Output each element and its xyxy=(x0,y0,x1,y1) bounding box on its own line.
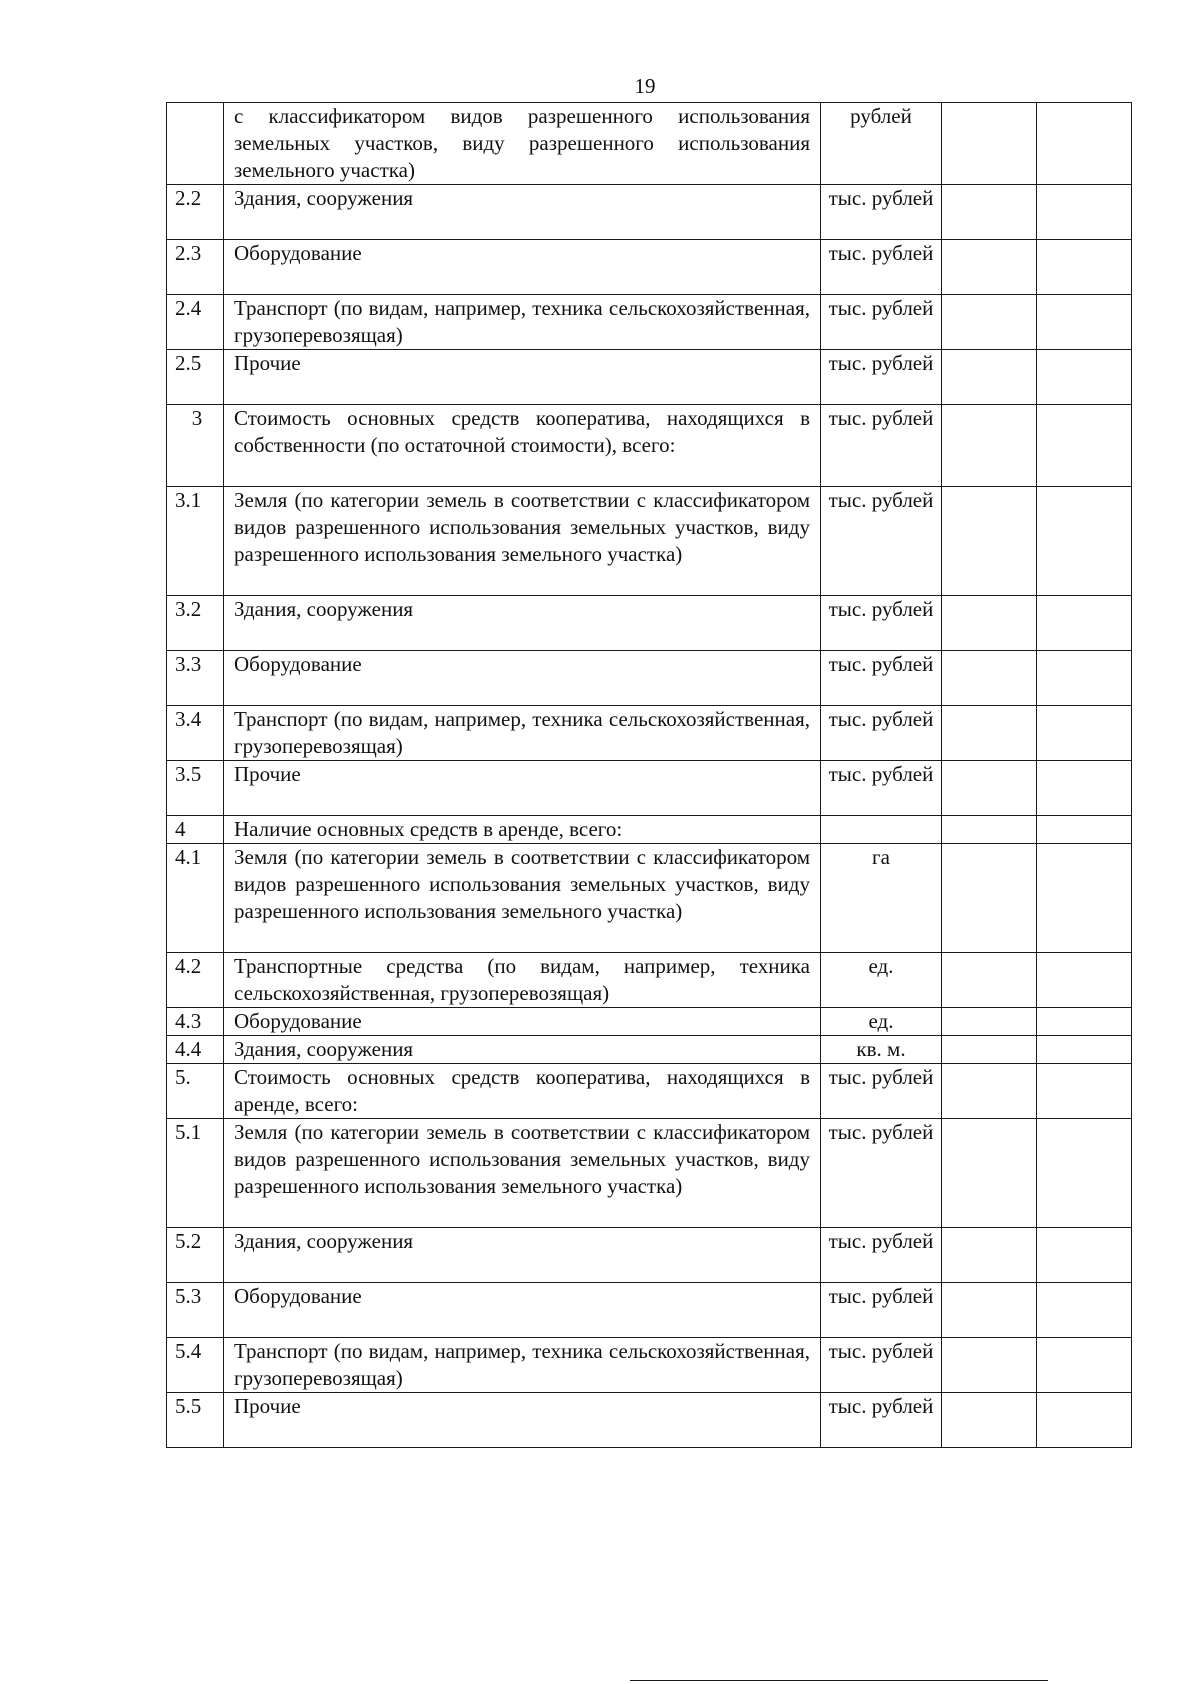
value-cell xyxy=(942,1008,1037,1036)
table-row xyxy=(167,1119,1132,1228)
value-cell xyxy=(1037,1393,1132,1448)
row-number-cell: 4.4 xyxy=(167,1036,224,1064)
table-row xyxy=(167,1228,1132,1283)
value-cell xyxy=(1037,487,1132,596)
indicator-name-cell: Транспортные средства (по видам, например, техника сельскохозяйственная, грузоперевозящая) xyxy=(224,953,821,1008)
value-cell xyxy=(1037,1338,1132,1393)
unit-cell xyxy=(821,816,942,844)
table-row xyxy=(167,295,1132,350)
table-row xyxy=(167,816,1132,844)
unit-cell: тыс. рублей xyxy=(821,350,942,405)
table-row xyxy=(167,761,1132,816)
indicator-name-cell: Стоимость основных средств кооператива, находящихся в собственности (по остаточной стоимости), всего: xyxy=(224,405,821,487)
value-cell xyxy=(1037,295,1132,350)
row-number-cell: 3.5 xyxy=(167,761,224,816)
unit-cell: тыс. рублей xyxy=(821,651,942,706)
indicator-name-cell: Наличие основных средств в аренде, всего: xyxy=(224,816,821,844)
row-number-cell: 2.2 xyxy=(167,185,224,240)
indicator-name-cell: Оборудование xyxy=(224,1283,821,1338)
unit-cell: га xyxy=(821,844,942,953)
value-cell xyxy=(942,651,1037,706)
value-cell xyxy=(942,1119,1037,1228)
table-row xyxy=(167,953,1132,1008)
unit-cell: тыс. рублей xyxy=(821,240,942,295)
row-number-cell: 3 xyxy=(167,405,224,487)
indicator-name-cell: Здания, сооружения xyxy=(224,185,821,240)
value-cell xyxy=(942,1338,1037,1393)
unit-cell: тыс. рублей xyxy=(821,185,942,240)
page-number: 19 xyxy=(634,74,656,98)
unit-cell: тыс. рублей xyxy=(821,405,942,487)
value-cell xyxy=(942,1228,1037,1283)
indicator-name-cell: Здания, сооружения xyxy=(224,1036,821,1064)
unit-cell: кв. м. xyxy=(821,1036,942,1064)
unit-cell: тыс. рублей xyxy=(821,1228,942,1283)
value-cell xyxy=(942,350,1037,405)
table-row xyxy=(167,405,1132,487)
value-cell xyxy=(1037,240,1132,295)
value-cell xyxy=(1037,1064,1132,1119)
value-cell xyxy=(1037,1228,1132,1283)
table-row xyxy=(167,1283,1132,1338)
unit-cell: ед. xyxy=(821,953,942,1008)
value-cell xyxy=(942,596,1037,651)
row-number-cell: 5.5 xyxy=(167,1393,224,1448)
value-cell xyxy=(1037,405,1132,487)
table-row xyxy=(167,185,1132,240)
value-cell xyxy=(1037,1008,1132,1036)
value-cell xyxy=(942,405,1037,487)
row-number-cell: 4.2 xyxy=(167,953,224,1008)
value-cell xyxy=(1037,651,1132,706)
table-body xyxy=(167,103,1132,1448)
row-number-cell: 5.4 xyxy=(167,1338,224,1393)
unit-cell: ед. xyxy=(821,1008,942,1036)
row-number-cell: 4.3 xyxy=(167,1008,224,1036)
table-row xyxy=(167,651,1132,706)
value-cell xyxy=(942,706,1037,761)
value-cell xyxy=(942,953,1037,1008)
row-number-cell: 5.1 xyxy=(167,1119,224,1228)
indicator-name-cell: Прочие xyxy=(224,761,821,816)
value-cell xyxy=(942,240,1037,295)
indicator-name-cell: Стоимость основных средств кооператива, находящихся в аренде, всего: xyxy=(224,1064,821,1119)
value-cell xyxy=(1037,706,1132,761)
unit-cell: тыс. рублей xyxy=(821,1338,942,1393)
row-number-cell: 2.5 xyxy=(167,350,224,405)
row-number-cell: 4 xyxy=(167,816,224,844)
table-row xyxy=(167,1338,1132,1393)
indicator-name-cell: Земля (по категории земель в соответствии с классификатором видов разрешенного использования земельных участков, виду разрешенного использования земельного участка) xyxy=(224,487,821,596)
value-cell xyxy=(1037,816,1132,844)
table-row xyxy=(167,844,1132,953)
value-cell xyxy=(942,1393,1037,1448)
value-cell xyxy=(1037,1119,1132,1228)
value-cell xyxy=(942,844,1037,953)
indicator-name-cell: Транспорт (по видам, например, техника сельскохозяйственная, грузоперевозящая) xyxy=(224,295,821,350)
value-cell xyxy=(1037,1283,1132,1338)
unit-cell: тыс. рублей xyxy=(821,1064,942,1119)
row-number-cell: 3.1 xyxy=(167,487,224,596)
row-number-cell: 2.4 xyxy=(167,295,224,350)
indicator-name-cell: Прочие xyxy=(224,1393,821,1448)
table-row xyxy=(167,350,1132,405)
unit-cell: тыс. рублей xyxy=(821,1283,942,1338)
table-row xyxy=(167,487,1132,596)
value-cell xyxy=(942,487,1037,596)
table-row xyxy=(167,103,1132,185)
row-number-cell: 5. xyxy=(167,1064,224,1119)
unit-cell: тыс. рублей xyxy=(821,487,942,596)
indicator-name-cell: Оборудование xyxy=(224,651,821,706)
table-row xyxy=(167,596,1132,651)
unit-cell: тыс. рублей xyxy=(821,1393,942,1448)
table-row xyxy=(167,1036,1132,1064)
value-cell xyxy=(942,816,1037,844)
unit-cell: тыс. рублей xyxy=(821,295,942,350)
indicator-name-cell: с классификатором видов разрешенного использования земельных участков, виду разрешенного использования земельного участка) xyxy=(224,103,821,185)
value-cell xyxy=(942,295,1037,350)
row-number-cell: 3.3 xyxy=(167,651,224,706)
indicator-name-cell: Земля (по категории земель в соответствии с классификатором видов разрешенного использования земельных участков, виду разрешенного использования земельного участка) xyxy=(224,1119,821,1228)
value-cell xyxy=(1037,1036,1132,1064)
value-cell xyxy=(1037,844,1132,953)
table-row xyxy=(167,1064,1132,1119)
value-cell xyxy=(942,761,1037,816)
row-number-cell: 2.3 xyxy=(167,240,224,295)
indicator-name-cell: Прочие xyxy=(224,350,821,405)
unit-cell: тыс. рублей xyxy=(821,761,942,816)
table-row xyxy=(167,1393,1132,1448)
indicator-name-cell: Здания, сооружения xyxy=(224,596,821,651)
unit-cell: тыс. рублей xyxy=(821,1119,942,1228)
footer-rule xyxy=(630,1680,1048,1681)
row-number-cell: 4.1 xyxy=(167,844,224,953)
indicator-name-cell: Здания, сооружения xyxy=(224,1228,821,1283)
row-number-cell: 3.4 xyxy=(167,706,224,761)
value-cell xyxy=(942,185,1037,240)
value-cell xyxy=(1037,185,1132,240)
value-cell xyxy=(942,1064,1037,1119)
value-cell xyxy=(1037,350,1132,405)
unit-cell: рублей xyxy=(821,103,942,185)
table-row xyxy=(167,1008,1132,1036)
indicator-name-cell: Оборудование xyxy=(224,1008,821,1036)
value-cell xyxy=(1037,596,1132,651)
row-number-cell: 3.2 xyxy=(167,596,224,651)
unit-cell: тыс. рублей xyxy=(821,596,942,651)
table-row xyxy=(167,706,1132,761)
value-cell xyxy=(942,1283,1037,1338)
indicator-name-cell: Транспорт (по видам, например, техника сельскохозяйственная, грузоперевозящая) xyxy=(224,706,821,761)
indicators-table xyxy=(166,102,1132,1448)
row-number-cell: 5.2 xyxy=(167,1228,224,1283)
indicator-name-cell: Транспорт (по видам, например, техника сельскохозяйственная, грузоперевозящая) xyxy=(224,1338,821,1393)
value-cell xyxy=(942,1036,1037,1064)
value-cell xyxy=(1037,103,1132,185)
value-cell xyxy=(1037,953,1132,1008)
row-number-cell: 5.3 xyxy=(167,1283,224,1338)
indicator-name-cell: Земля (по категории земель в соответствии с классификатором видов разрешенного использования земельных участков, виду разрешенного использования земельного участка) xyxy=(224,844,821,953)
indicator-name-cell: Оборудование xyxy=(224,240,821,295)
unit-cell: тыс. рублей xyxy=(821,706,942,761)
value-cell xyxy=(1037,761,1132,816)
value-cell xyxy=(942,103,1037,185)
row-number-cell xyxy=(167,103,224,185)
table-row xyxy=(167,240,1132,295)
